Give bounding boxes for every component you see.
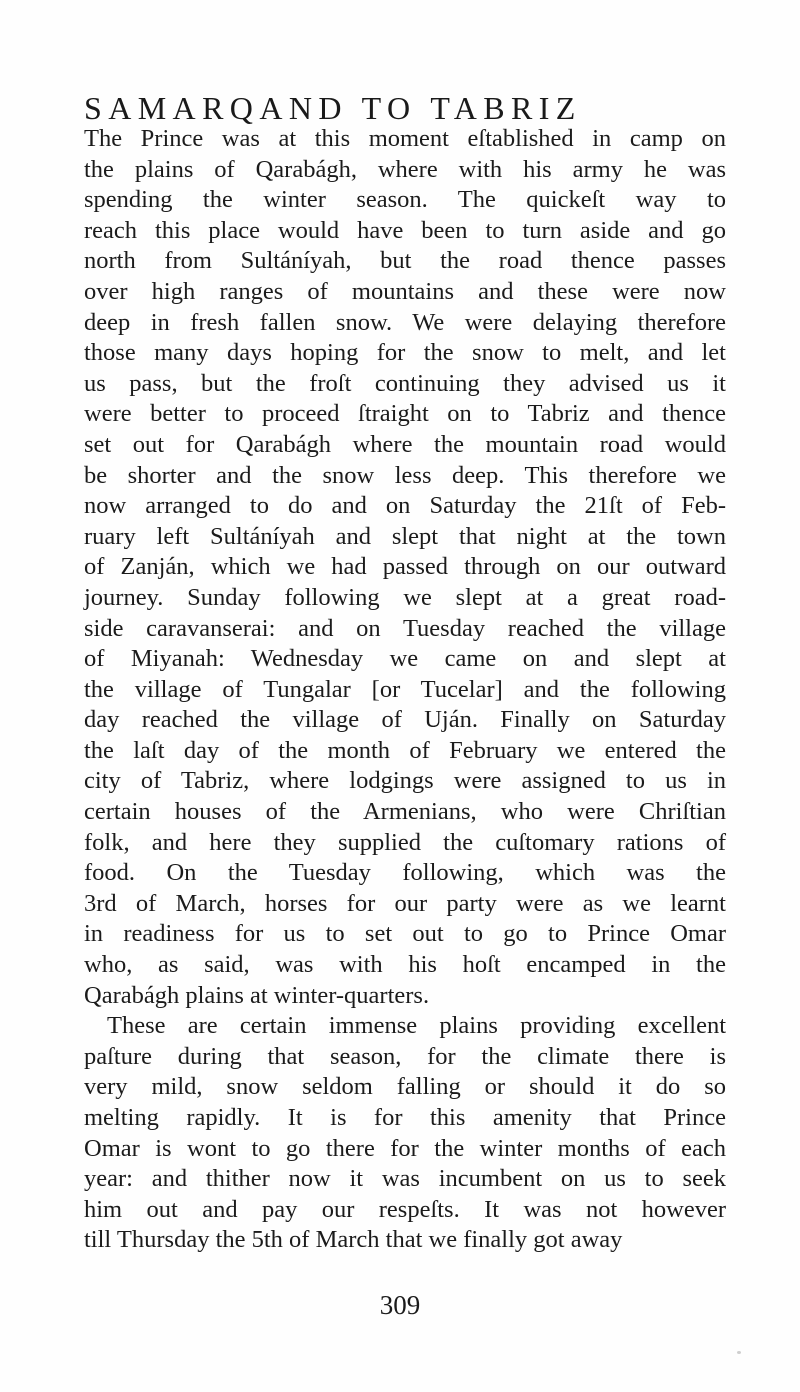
text-line: now arranged to do and on Saturday the 21ſt of Feb- [84,492,726,520]
text-line: Omar is wont to go there for the winter months of each [84,1134,726,1162]
paper-speck [737,1351,741,1354]
text-line: reach this place would have been to turn aside and go [84,216,726,244]
text-line: journey. Sunday following we slept at a great road- [84,583,726,611]
text-line: were better to proceed ſtraight on to Tabriz and thence [84,400,726,428]
text-line: certain houses of the Armenians, who were Chriſtian [84,798,726,826]
text-line: food. On the Tuesday following, which was the [84,859,726,887]
text-line: The Prince was at this moment eſtablished in camp on [84,125,726,152]
text-line: day reached the village of Uján. Finally on Saturday [84,706,726,734]
text-line: be shorter and the snow less deep. This therefore we [84,461,726,489]
text-line: the village of Tungalar [or Tucelar] and the following [84,675,726,703]
page-number: 309 [379,1290,421,1320]
text-line: of Zanján, which we had passed through on our outward [84,553,726,581]
text-line: side caravanserai: and on Tuesday reached the village [84,614,726,642]
text-line: north from Sultáníyah, but the road thence passes [84,247,726,275]
text-line: These are certain immense plains providing excellent [107,1012,726,1040]
text-line: 3rd of March, horses for our party were as we learnt [84,889,726,917]
text-line: ruary left Sultáníyah and slept that night at the town [84,522,726,550]
text-line: of Miyanah: Wednesday we came on and slept at [84,645,726,673]
text-line: the laſt day of the month of February we entered the [84,736,726,764]
text-line: till Thursday the 5th of March that we finally got away [84,1226,623,1254]
text-line: city of Tabriz, where lodgings were assigned to us in [84,767,726,795]
text-line: folk, and here they supplied the cuſtomary rations of [84,828,726,856]
running-head: SAMARQAND TO TABRIZ [84,90,582,126]
text-line: in readiness for us to set out to go to Prince Omar [84,920,726,948]
body-text [84,124,726,1256]
text-line: him out and pay our respeſts. It was not however [84,1195,726,1223]
text-line: year: and thither now it was incumbent on us to seek [84,1165,726,1193]
text-line: melting rapidly. It is for this amenity that Prince [84,1104,726,1131]
text-line: those many days hoping for the snow to melt, and let [84,339,726,367]
text-line: deep in fresh fallen snow. We were delaying therefore [84,308,726,336]
text-line: who, as said, was with his hoſt encamped in the [84,951,726,979]
text-line: Qarabágh plains at winter-quarters. [84,981,430,1009]
text-line: set out for Qarabágh where the mountain road would [84,430,726,458]
text-line: the plains of Qarabágh, where with his army he was [84,155,726,183]
text-line: paſture during that season, for the climate there is [84,1042,726,1070]
text-line: spending the winter season. The quickeſt way to [84,186,726,214]
text-line: very mild, snow seldom falling or should it do so [84,1073,726,1101]
text-line: us pass, but the froſt continuing they advised us it [84,369,726,397]
text-line: over high ranges of mountains and these were now [84,277,726,305]
